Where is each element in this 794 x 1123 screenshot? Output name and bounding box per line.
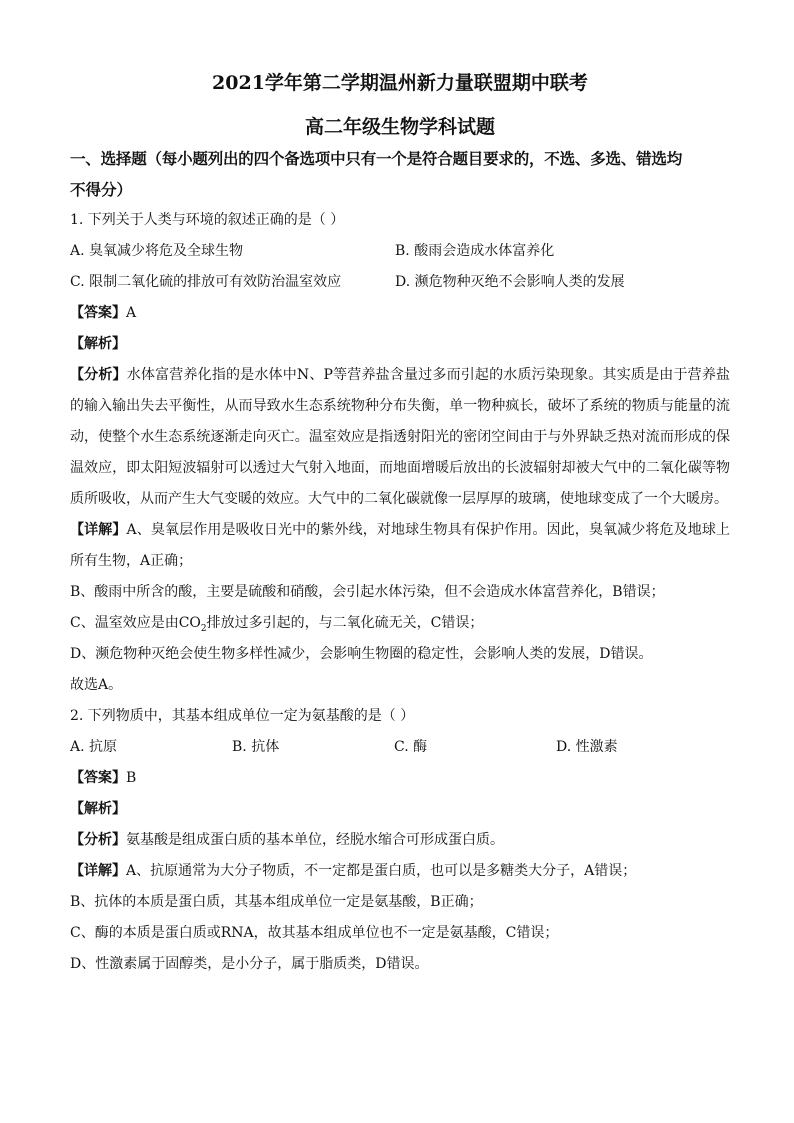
- question-2-xiangjie-d: D、性激素属于固醇类，是小分子，属于脂质类，D错误。: [70, 956, 429, 972]
- question-2-analysis-tag: 【解析】: [70, 801, 126, 817]
- fenxi-text: 氨基酸是组成蛋白质的基本单位，经脱水缩合可形成蛋白质。: [126, 832, 504, 848]
- exam-subtitle: 高二年级生物学科试题: [304, 116, 495, 138]
- question-1-answer: [70, 298, 730, 329]
- question-2-option-c: C. 酶: [394, 739, 428, 755]
- xiangjie-tag: 【详解】: [70, 522, 127, 538]
- document-page: [70, 70, 730, 980]
- answer-value: A: [126, 305, 137, 321]
- question-1-analysis-tag: 【解析】: [70, 336, 126, 352]
- xiangjie-a-text: A、抗原通常为大分子物质，不一定都是蛋白质，也可以是多糖类大分子，A错误；: [126, 863, 637, 879]
- co2-subscript: 2: [200, 623, 207, 634]
- question-1-xiangjie-a: [70, 515, 730, 577]
- question-1-option-a: A. 臭氧减少将危及全球生物: [70, 243, 244, 259]
- question-2-option-b: B. 抗体: [232, 739, 280, 755]
- question-1-xiangjie-d: D、濒危物种灭绝会使生物多样性减少，会影响生物圈的稳定性，会影响人类的发展，D错误。: [70, 646, 653, 662]
- xiangjie-tag: 【详解】: [70, 863, 126, 879]
- question-2-option-a: A. 抗原: [70, 739, 118, 755]
- question-1: [70, 205, 730, 701]
- question-2-option-d: D. 性激素: [556, 739, 618, 755]
- question-2-xiangjie-b: B、抗体的本质是蛋白质，其基本组成单位一定是氨基酸，B正确；: [70, 894, 483, 910]
- question-1-fenxi: [70, 360, 730, 515]
- question-1-stem: 1. 下列关于人类与环境的叙述正确的是（ ）: [70, 212, 345, 228]
- xiangjie-c-post: 排放过多引起的，与二氧化硫无关，C错误；: [206, 615, 484, 631]
- question-2-xiangjie-c: C、酶的本质是蛋白质或RNA，故其基本组成单位也不一定是氨基酸，C错误；: [70, 925, 559, 941]
- answer-tag: 【答案】: [70, 770, 126, 786]
- question-2-options: [70, 732, 730, 763]
- question-1-xiangjie-c: [70, 608, 730, 639]
- answer-tag: 【答案】: [70, 305, 126, 321]
- question-1-option-c: C. 限制二氧化硫的排放可有效防治温室效应: [70, 274, 342, 290]
- xiangjie-c-pre: C、温室效应是由CO: [70, 615, 201, 631]
- question-2-stem: 2. 下列物质中，其基本组成单位一定为氨基酸的是（ ）: [70, 708, 415, 724]
- fenxi-text: 水体富营养化指的是水体中N、P等营养盐含量过多而引起的水质污染现象。其实质是由于营养盐的输入输出失去平衡性，从而导致水生态系统物种分布失衡，单一物种疯长，破坏了系统的物质与能量的流动，使整个水生态系统逐渐走向灭亡。温室效应是指透射阳光的密闭空间由于与外界缺乏热对流而形成的保温效应，即太阳短波辐射可以透过大气射入地面，而地面增暖后放出的长波辐射却被大气中的二氧化碳等物质所吸收，从而产生大气变暖的效应。大气中的二氧化碳就像一层厚厚的玻璃，使地球变成了一个大暖房。: [70, 367, 731, 507]
- answer-value: B: [126, 770, 137, 786]
- fenxi-tag: 【分析】: [70, 367, 127, 383]
- question-1-options-row1: [70, 236, 730, 267]
- exam-title: 2021学年第二学期温州新力量联盟期中联考: [212, 72, 588, 94]
- xiangjie-a-text: A、臭氧层作用是吸收日光中的紫外线，对地球生物具有保护作用。因此，臭氧减少将危及地球上所有生物，A正确；: [70, 522, 731, 569]
- section-heading-line2: 不得分）: [70, 180, 133, 199]
- fenxi-tag: 【分析】: [70, 832, 126, 848]
- section-heading: [70, 143, 730, 205]
- question-2-xiangjie-a: [70, 856, 730, 887]
- question-1-xiangjie-b: B、酸雨中所含的酸，主要是硫酸和硝酸，会引起水体污染，但不会造成水体富营养化，B错误；: [70, 584, 665, 600]
- question-1-option-d: D. 濒危物种灭绝不会影响人类的发展: [395, 274, 625, 290]
- question-1-options-row2: [70, 267, 730, 298]
- question-2-answer: [70, 763, 730, 794]
- question-1-conclusion: 故选A。: [70, 677, 123, 693]
- question-1-option-b: B. 酸雨会造成水体富养化: [395, 243, 555, 259]
- question-2: [70, 701, 730, 980]
- section-heading-line1: 一、选择题（每小题列出的四个备选项中只有一个是符合题目要求的，不选、多选、错选均: [70, 149, 683, 168]
- question-2-fenxi: [70, 825, 730, 856]
